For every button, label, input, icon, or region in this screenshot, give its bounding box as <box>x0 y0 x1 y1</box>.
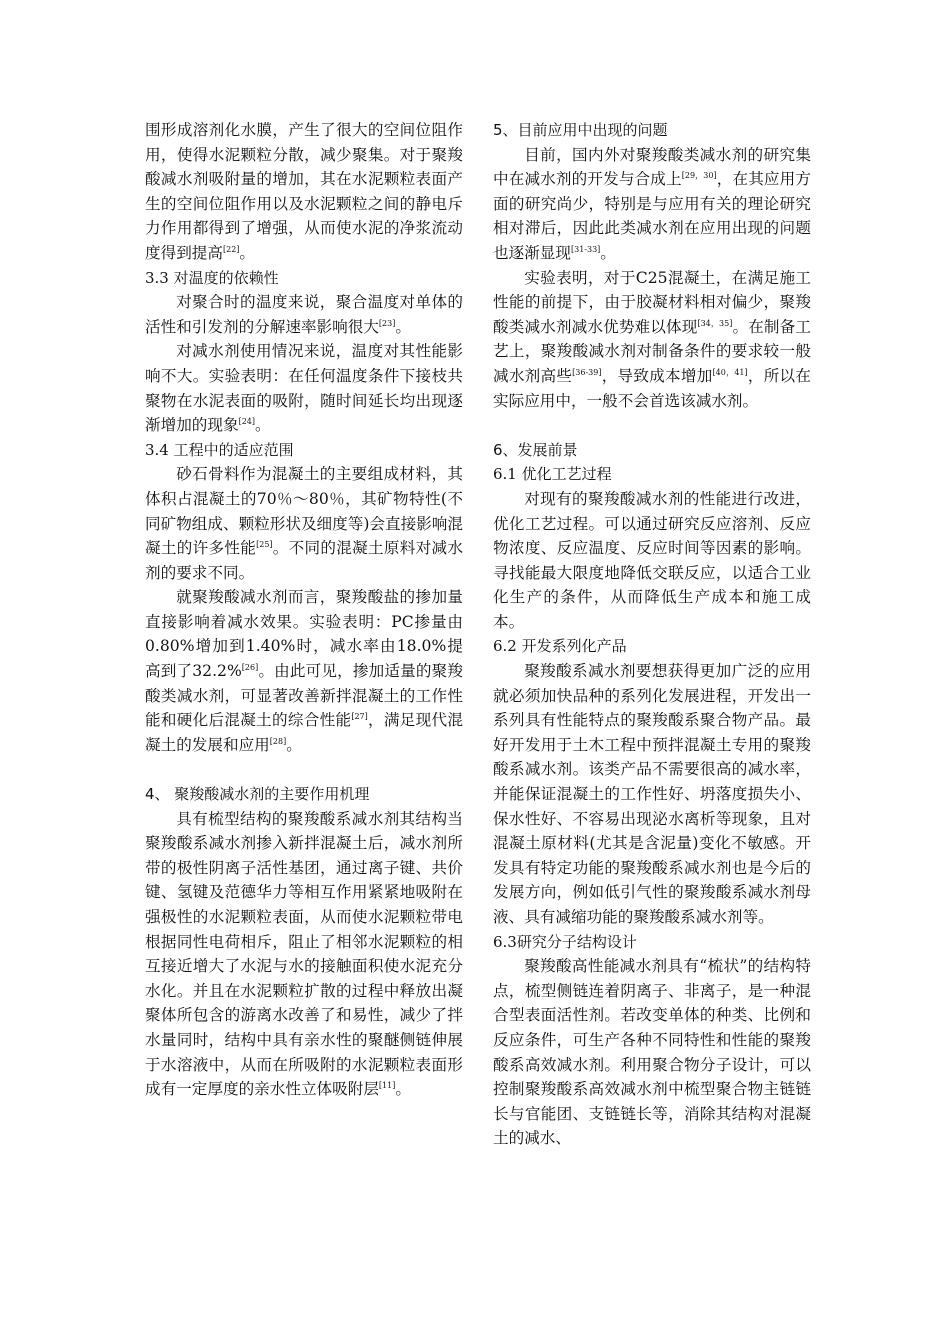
paragraph-text: 。 <box>255 416 271 435</box>
paragraph-text: 。不同的混凝土原料对减水剂的要求不同。 <box>145 539 463 582</box>
section-heading-5: 5、目前应用中出现的问题 <box>493 121 668 139</box>
citation: [27] <box>351 712 368 722</box>
paragraph-text: 就聚羧酸减水剂而言，聚羧酸盐的掺加量直接影响着减水效果。实验表明：PC掺量由0.80%增加到1.40%时，减水率由18.0%提高到了32.2% <box>145 588 463 681</box>
section-heading-3-4: 3.4 工程中的适应范围 <box>145 440 294 459</box>
paragraph <box>145 290 463 339</box>
paragraph <box>145 585 463 757</box>
paragraph-text: 围形成溶剂化水膜，产生了很大的空间位阻作用，使得水泥颗粒分散，减少聚集。对于聚羧酸减水剂吸附量的增加，其在水泥颗粒表面产生的空间位阻作用以及水泥颗粒之间的静电斥力作用都得到了增强，从而使水泥的净浆流动度得到提高 <box>145 121 463 262</box>
citation: [29，30] <box>681 171 717 181</box>
citation: [40，41] <box>712 367 748 377</box>
citation: [26] <box>241 663 259 673</box>
citation: [31-33] <box>570 244 601 254</box>
paragraph <box>493 266 811 414</box>
section-heading-6-3: 6.3研究分子结构设计 <box>493 932 637 951</box>
section-heading-6: 6、发展前景 <box>493 440 578 459</box>
spacer <box>493 413 811 438</box>
paragraph: 聚羧酸高性能减水剂具有“梳状”的结构特点，梳型侧链连着阴离子、非离子，是一种混合型表面活性剂。若改变单体的种类、比例和反应条件，可生产各种不同特性和性能的聚羧酸系高效减水剂。利用聚合物分子设计，可以控制聚羧酸系高效减水剂中梳型聚合物主链链长与官能团、支链链长等，消除其结构对混凝土的减水、 <box>493 957 811 1148</box>
paragraph: 聚羧酸系减水剂要想获得更加广泛的应用就必须加快品种的系列化发展进程，开发出一系列具有性能特点的聚羧酸系聚合物产品。最好开发用于土木工程中预拌混凝土专用的聚羧酸系减水剂。该类产品不需要很高的减水率，并能保证混凝土的工作性好、坍落度损失小、保水性好、不容易出现泌水离析等现象，且对混凝土原材料(尤其是含泥量)变化不敏感。开发具有特定功能的聚羧酸系减水剂也是今后的发展方向，例如低引气性的聚羧酸系减水剂母液、具有减缩功能的聚羧酸系减水剂等。 <box>493 662 811 926</box>
paragraph-text: 对减水剂使用情况来说，温度对其性能影响不大。实验表明：在任何温度条件下接枝共聚物在水泥表面的吸附，随时间延长均出现逐渐增加的现象 <box>145 342 463 435</box>
spacer <box>145 757 463 782</box>
paragraph-text: 目前，国内外对聚羧酸类减水剂的研究集中在减水剂的开发与合成上 <box>493 145 811 189</box>
paragraph: 对现有的聚羧酸减水剂的性能进行改进，优化工艺过程。可以通过研究反应溶剂、反应物浓度、反应温度、反应时间等因素的影响。寻找能最大限度地降低交联反应，以适合工业化生产的条件，从而降低生产成本和施工成本。 <box>493 489 811 631</box>
paragraph-text: 。 <box>239 243 256 262</box>
paragraph-text: 具有梳型结构的聚羧酸系减水剂其结构当聚羧酸系减水剂掺入新拌混凝土后，减水剂所带的极性阴离子活性基团，通过离子键、共价键、氢键及范德华力等相互作用紧紧地吸附在强极性的水泥颗粒表面，从而使水泥颗粒带电根据同性电荷相斥，阻止了相邻水泥颗粒的相互接近增大了水泥与水的接触面积使水泥充分水化。并且在水泥颗粒扩散的过程中释放出凝聚体所包含的游离水改善了和易性，减少了拌水量同时，结构中具有亲水性的聚醚侧链伸展于水溶液中，从而在所吸附的水泥颗粒表面形成有一定厚度的亲水性立体吸附层 <box>145 809 463 1099</box>
paragraph-text: ，在其应用方面的研究尚少，特别是与应用有关的理论研究相对滞后，因此此类减水剂在应用出现的问题也逐渐显现 <box>493 170 811 262</box>
paragraph-text: 。在制备工艺上，聚羧酸减水剂对制备条件的要求较一般减水剂高些 <box>493 317 811 385</box>
paragraph-text: ，满足现代混凝土的发展和应用 <box>145 711 463 754</box>
citation: [28] <box>269 736 287 746</box>
citation: [23] <box>378 318 396 328</box>
citation: [25] <box>256 540 273 550</box>
citation: [34，35] <box>697 318 733 328</box>
section-heading-3-3: 3.3 对温度的依赖性 <box>145 268 279 287</box>
paragraph-text: 砂石骨料作为混凝土的主要组成材料，其体积占混凝土的70％～80％，其矿物特性(不同矿物组成、颗粒形状及细度等)会直接影响混凝土的许多性能 <box>145 465 463 558</box>
paragraph-text: 。 <box>395 1080 411 1099</box>
paragraph-text: 。 <box>286 735 302 754</box>
paragraph-text: 。 <box>395 317 411 336</box>
citation: [36-39] <box>572 367 602 377</box>
citation: [11] <box>378 1081 396 1091</box>
paragraph-text: ，所以在实际应用中，一般不会首选该减水剂。 <box>493 366 811 410</box>
section-heading-6-1: 6.1 优化工艺过程 <box>493 465 612 484</box>
right-column <box>493 118 811 1151</box>
paragraph-text: 。 <box>600 243 616 262</box>
paragraph-text: 。由此可见，掺加适量的聚羧酸类减水剂，可显著改善新拌混凝土的工作性能和硬化后混凝土的综合性能 <box>145 662 463 730</box>
paragraph <box>145 118 463 266</box>
section-heading-6-2: 6.2 开发系列化产品 <box>493 637 627 656</box>
paragraph-text: 对聚合时的温度来说，聚合温度对单体的活性和引发剂的分解速率影响很大 <box>145 293 463 336</box>
section-heading-4: 4、 聚羧酸减水剂的主要作用机理 <box>145 785 370 804</box>
paragraph <box>145 807 463 1102</box>
paragraph <box>145 462 463 585</box>
paragraph <box>145 339 463 437</box>
citation: [22] <box>222 244 240 254</box>
citation: [24] <box>238 417 255 427</box>
paragraph-text: 实验表明，对于C25混凝土，在满足施工性能的前提下，由于胶凝材料相对偏少，聚羧酸类减水剂减水优势难以体现 <box>493 268 811 336</box>
paragraph-text: ，导致成本增加 <box>601 366 713 385</box>
left-column <box>145 118 463 1102</box>
paragraph <box>493 143 811 266</box>
